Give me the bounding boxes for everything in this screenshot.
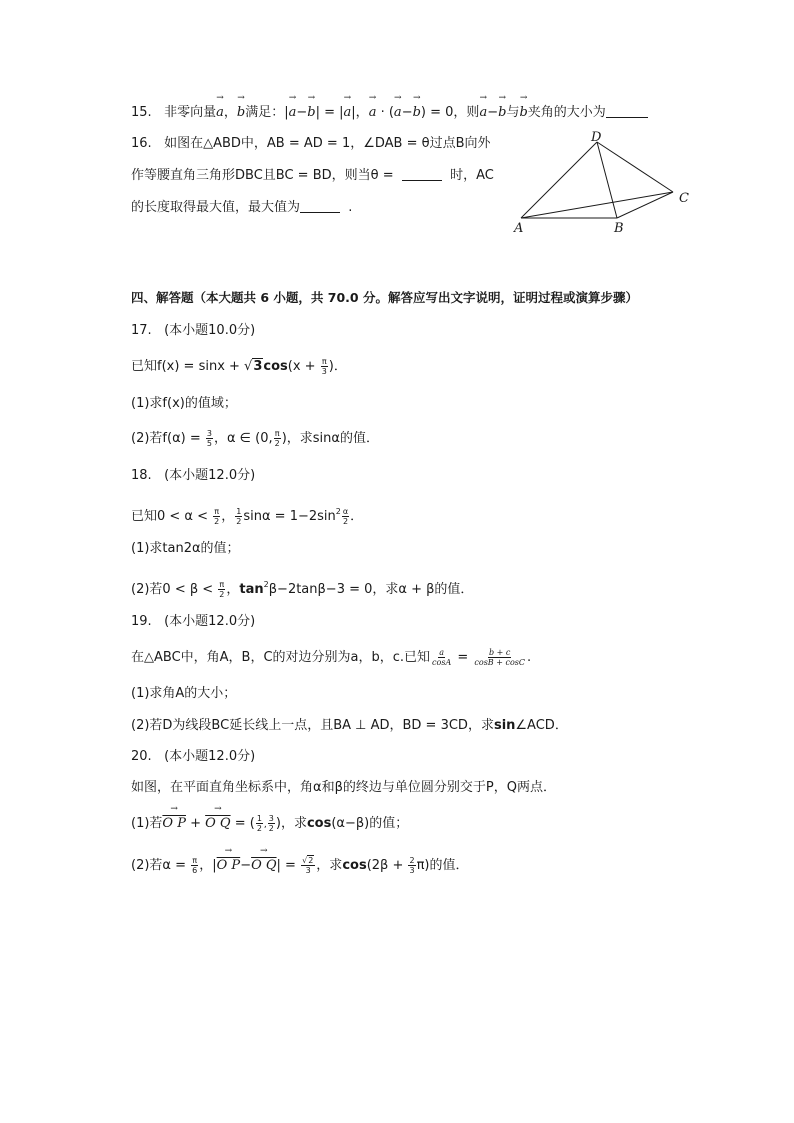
problem-19-part-1: (1)求角A的大小；	[131, 686, 237, 701]
problem-19-given: 在△ABC中，角A，B，C的对边分别为a，b，c.已知 $\frac{a}{\cos A}$ = $\frac{b + c}{\cos B + \cos C}$ .	[131, 648, 532, 667]
label-c: C	[679, 191, 689, 206]
answer-blank-16a[interactable]	[402, 166, 442, 181]
problem-18-header: 18. (本小题12.0分)	[131, 468, 256, 483]
problem-17-part-2: (2)若f(α) = $\frac{3}{5}$ ，α ∈ (0, $\frac{\pi}{2}$ )，求sinα的值．	[131, 429, 379, 448]
answer-blank-15[interactable]	[606, 103, 648, 118]
problem-20-part-2: (2)若α = $\frac{\pi}{6}$ ，|→ O P−→ O Q| = $\frac{√2}{3}$ ，求cos(2β + $\frac{2}{3}$ π)的值．	[131, 856, 468, 876]
problem-16-line-3: 的长度取得最大值，最大值为 .	[131, 200, 353, 215]
problem-16-line-2: 作等腰直角三角形DBC且BC = BD，则当θ = 时，AC	[131, 168, 494, 183]
answer-blank-16b[interactable]	[300, 198, 340, 213]
problem-17-header: 17. (本小题10.0分)	[131, 323, 256, 338]
problem-17-part-1: (1)求f(x)的值域；	[131, 396, 237, 411]
problem-18-part-2: (2)若0 < β < $\frac{\pi}{2}$ ，$\tan^2\beta-2\tan\beta-3 = 0$，求α + β的值．	[131, 580, 474, 599]
vector-oq: → O Q	[205, 814, 230, 834]
problem-19-header: 19. (本小题12.0分)	[131, 614, 256, 629]
edge-bc	[617, 192, 673, 218]
label-d: D	[591, 130, 602, 145]
problem-20-part-1: (1)若→ O P + → O Q = ( $\frac{1}{2}$ , $\frac{3}{2}$ )，求cos(α−β)的值；	[131, 814, 408, 835]
vector-op: → O P	[162, 814, 186, 834]
problem-17-given: 已知f(x) = sinx + √3cos(x + $\frac{\pi}{3}$ )．	[131, 357, 347, 376]
problem-16-line-1: 16. 如图在△ABD中，AB = AD = 1，∠DAB = θ过点B向外	[131, 136, 491, 151]
label-a: A	[514, 221, 524, 236]
problem-15-number: 15.	[131, 105, 152, 120]
vector-a: → a	[216, 103, 224, 123]
triangle-figure	[505, 128, 705, 238]
label-b: B	[614, 221, 624, 236]
problem-15: 15. 非零向量→ a，→ b满足：|→ a−→ b| = |→ a|，→ a · (→ a−→ b) = 0，则→ a−→ b与→ b夹角的大小为	[131, 103, 648, 123]
problem-18-part-1: (1)求tan2α的值；	[131, 541, 240, 556]
vector-b: → b	[237, 103, 245, 123]
problem-20-given: 如图，在平面直角坐标系中，角α和β的终边与单位圆分别交于P，Q两点．	[131, 780, 556, 795]
problem-19-part-2: (2)若D为线段BC延长线上一点，且BA ⊥ AD，BD = 3CD，求sin∠ACD．	[131, 718, 568, 733]
problem-18-given: 已知0 < α < $\frac{\pi}{2}$ ， $\frac{1}{2}$ $\sin\alpha = 1-2\sin^2$ $\frac{\alpha}{2}$ ．	[131, 507, 364, 526]
section-heading: 四、解答题（本大题共 6 小题，共 70.0 分。解答应写出文字说明，证明过程或演算步骤）	[131, 290, 638, 305]
problem-20-header: 20. (本小题12.0分)	[131, 749, 256, 764]
problem-16-number: 16.	[131, 136, 152, 151]
